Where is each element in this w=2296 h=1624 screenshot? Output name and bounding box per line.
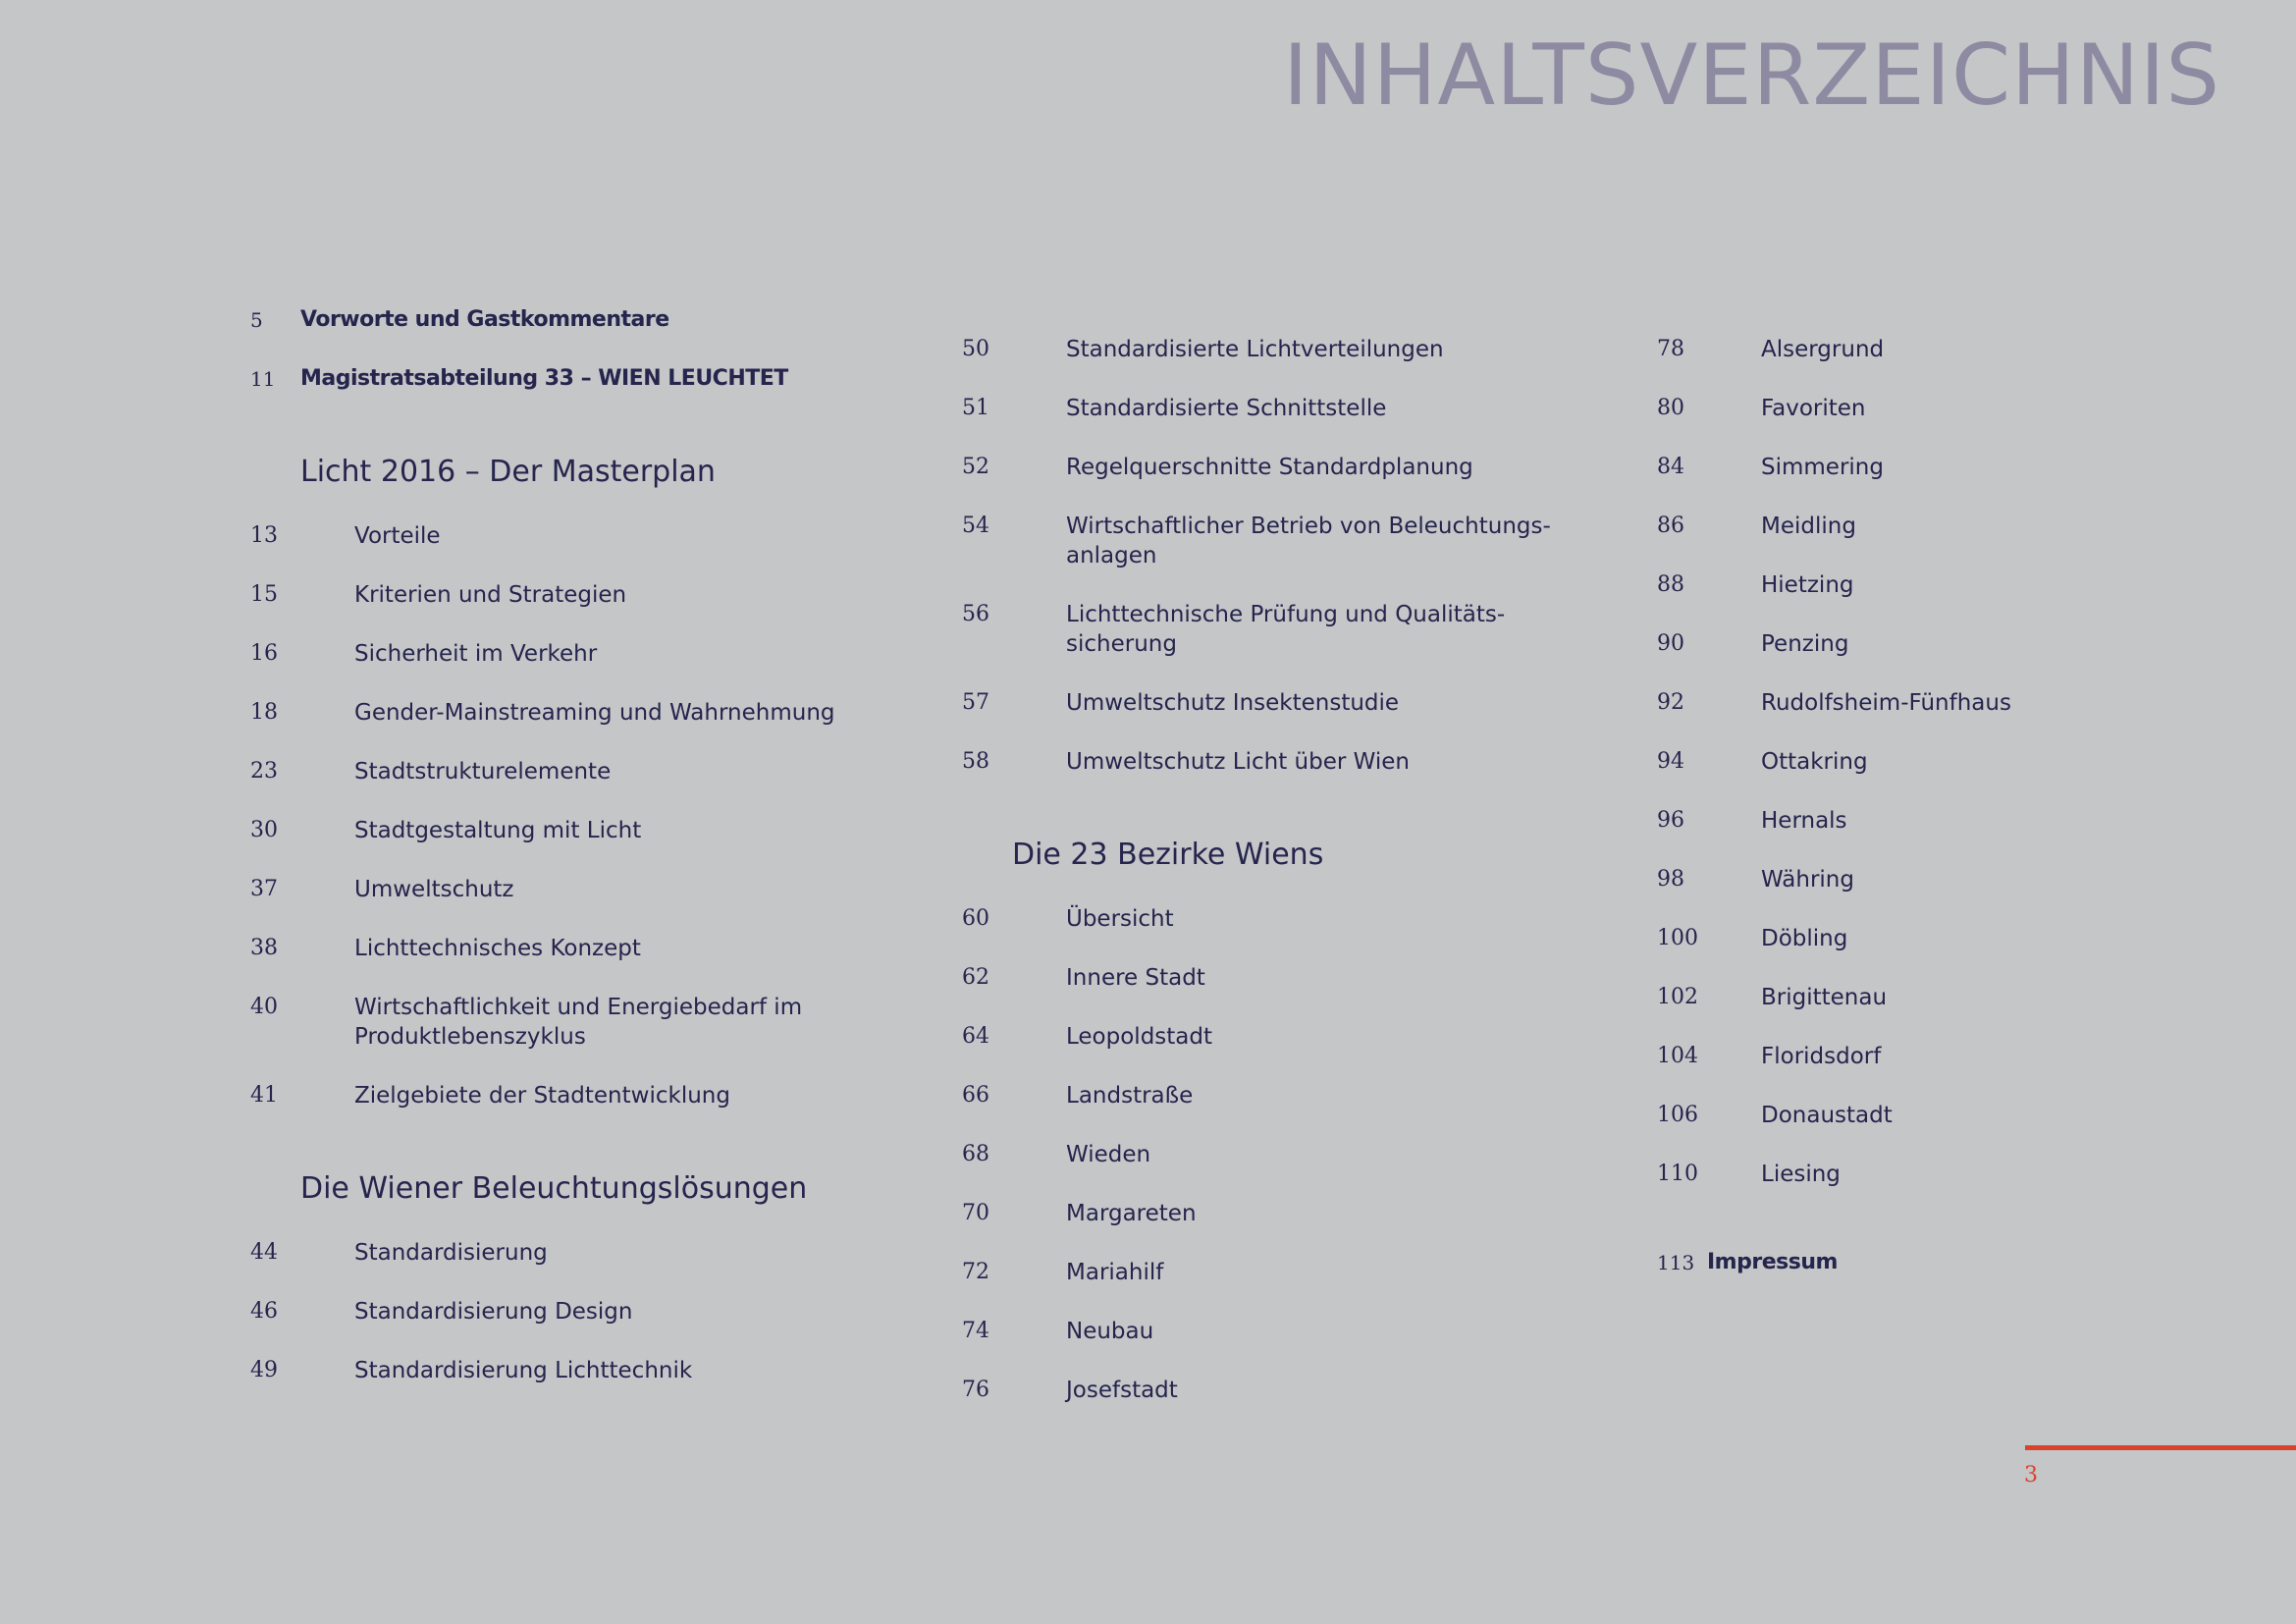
toc-page-number: 68 — [962, 1142, 989, 1166]
toc-page-number: 18 — [250, 700, 278, 725]
toc-entry-title: Alsergrund — [1761, 337, 1885, 362]
toc-page-number: 113 — [1657, 1251, 1695, 1274]
toc-page-number: 102 — [1657, 985, 1698, 1009]
toc-entry-title: Wirtschaftlichkeit und Energiebedarf im — [354, 995, 803, 1020]
toc-page-number: 104 — [1657, 1044, 1698, 1068]
toc-page-number: 72 — [962, 1260, 989, 1284]
toc-page-number: 64 — [962, 1024, 989, 1049]
toc-entry-title: Standardisierung Design — [354, 1299, 633, 1325]
page-number: 3 — [2024, 1463, 2038, 1488]
toc-entry-title: Standardisierte Schnittstelle — [1066, 396, 1387, 421]
toc-entry-title: Hernals — [1761, 808, 1847, 834]
toc-entry-title: Wieden — [1066, 1142, 1151, 1167]
toc-page-number: 90 — [1657, 631, 1684, 656]
toc-page-number: 56 — [962, 602, 989, 626]
toc-entry-title: Donaustadt — [1761, 1103, 1893, 1128]
toc-entry-title: Kriterien und Strategien — [354, 582, 627, 608]
toc-page-number: 49 — [250, 1358, 278, 1382]
toc-entry-title: Impressum — [1707, 1250, 1838, 1274]
toc-page-number: 54 — [962, 514, 989, 538]
toc-page-number: 46 — [250, 1299, 278, 1324]
toc-page-number: 88 — [1657, 572, 1684, 597]
toc-page-number: 98 — [1657, 867, 1684, 892]
toc-entry-title: Umweltschutz Insektenstudie — [1066, 690, 1400, 716]
toc-page-number: 16 — [250, 641, 278, 666]
toc-page-number: 51 — [962, 396, 989, 420]
toc-entry-title: Standardisierung — [354, 1240, 548, 1266]
toc-entry-title: Stadtgestaltung mit Licht — [354, 818, 642, 843]
toc-entry-title: Übersicht — [1066, 906, 1174, 932]
toc-page-number: 23 — [250, 759, 278, 784]
toc-page-number: 78 — [1657, 337, 1684, 361]
toc-entry-title: Zielgebiete der Stadtentwicklung — [354, 1083, 730, 1109]
toc-page-number: 57 — [962, 690, 989, 715]
page-title: INHALTSVERZEICHNIS — [1283, 27, 2220, 125]
toc-entry-title: Umweltschutz — [354, 877, 514, 902]
toc-entry-title: Floridsdorf — [1761, 1044, 1882, 1069]
toc-entry-title: Brigittenau — [1761, 985, 1888, 1010]
section-heading: Die 23 Bezirke Wiens — [1012, 838, 1324, 872]
toc-page-number: 52 — [962, 455, 989, 479]
toc-entry-title: Gender-Mainstreaming und Wahrnehmung — [354, 700, 835, 726]
toc-entry-title: Döbling — [1761, 926, 1848, 951]
section-heading: Die Wiener Beleuchtungslösungen — [300, 1171, 808, 1206]
toc-entry-title: Währing — [1761, 867, 1854, 893]
toc-entry-title: Lichttechnische Prüfung und Qualitäts- — [1066, 602, 1506, 627]
toc-page-number: 62 — [962, 965, 989, 990]
toc-page-number: 11 — [250, 367, 276, 391]
toc-entry-title: Umweltschutz Licht über Wien — [1066, 749, 1410, 775]
toc-page-number: 84 — [1657, 455, 1684, 479]
toc-entry-title: Simmering — [1761, 455, 1884, 480]
toc-page-number: 40 — [250, 995, 278, 1019]
toc-entry-title: Leopoldstadt — [1066, 1024, 1213, 1050]
toc-page-number: 5 — [250, 308, 263, 332]
toc-entry-title: Standardisierung Lichttechnik — [354, 1358, 693, 1383]
toc-entry-title: Landstraße — [1066, 1083, 1194, 1109]
toc-page-number: 96 — [1657, 808, 1684, 833]
toc-entry-title: Vorworte und Gastkommentare — [300, 307, 669, 332]
toc-entry-title: Hietzing — [1761, 572, 1854, 598]
toc-page-number: 66 — [962, 1083, 989, 1108]
toc-page-number: 92 — [1657, 690, 1684, 715]
toc-entry-title: Margareten — [1066, 1201, 1197, 1226]
toc-page-number: 60 — [962, 906, 989, 931]
toc-entry-title: Liesing — [1761, 1162, 1841, 1187]
toc-entry-title-line2: Produktlebenszyklus — [354, 1024, 586, 1050]
toc-page-number: 41 — [250, 1083, 278, 1108]
toc-page-number: 74 — [962, 1319, 989, 1343]
toc-entry-title: Josefstadt — [1066, 1378, 1178, 1403]
toc-entry-title: Standardisierte Lichtverteilungen — [1066, 337, 1444, 362]
toc-entry-title: Ottakring — [1761, 749, 1868, 775]
toc-entry-title: Lichttechnisches Konzept — [354, 936, 641, 961]
toc-entry-title: Stadtstrukturelemente — [354, 759, 612, 785]
toc-page-number: 58 — [962, 749, 989, 774]
toc-entry-title: Mariahilf — [1066, 1260, 1164, 1285]
toc-entry-title: Meidling — [1761, 514, 1856, 539]
toc-page-number: 50 — [962, 337, 989, 361]
toc-entry-title: Neubau — [1066, 1319, 1154, 1344]
toc-entry-title: Wirtschaftlicher Betrieb von Beleuchtungs- — [1066, 514, 1551, 539]
toc-entry-title-line2: sicherung — [1066, 631, 1177, 657]
toc-page-number: 86 — [1657, 514, 1684, 538]
toc-entry-title: Innere Stadt — [1066, 965, 1205, 991]
toc-page-number: 38 — [250, 936, 278, 960]
toc-entry-title: Favoriten — [1761, 396, 1866, 421]
toc-page-number: 76 — [962, 1378, 989, 1402]
toc-page-number: 15 — [250, 582, 278, 607]
toc-page-number: 94 — [1657, 749, 1684, 774]
toc-page-number: 30 — [250, 818, 278, 842]
toc-page-number: 13 — [250, 523, 278, 548]
toc-page-number: 106 — [1657, 1103, 1698, 1127]
toc-entry-title: Magistratsabteilung 33 – WIEN LEUCHTET — [300, 366, 788, 391]
toc-page-number: 110 — [1657, 1162, 1698, 1186]
toc-entry-title: Regelquerschnitte Standardplanung — [1066, 455, 1473, 480]
toc-page-number: 70 — [962, 1201, 989, 1225]
footer-accent-rule — [2025, 1445, 2296, 1450]
toc-page-number: 100 — [1657, 926, 1698, 950]
toc-entry-title: Rudolfsheim-Fünfhaus — [1761, 690, 2011, 716]
toc-page-number: 44 — [250, 1240, 278, 1265]
toc-page-number: 80 — [1657, 396, 1684, 420]
toc-entry-title: Penzing — [1761, 631, 1849, 657]
section-heading: Licht 2016 – Der Masterplan — [300, 455, 716, 489]
toc-entry-title: Vorteile — [354, 523, 441, 549]
toc-entry-title: Sicherheit im Verkehr — [354, 641, 598, 667]
toc-entry-title-line2: anlagen — [1066, 543, 1157, 568]
toc-page-number: 37 — [250, 877, 278, 901]
